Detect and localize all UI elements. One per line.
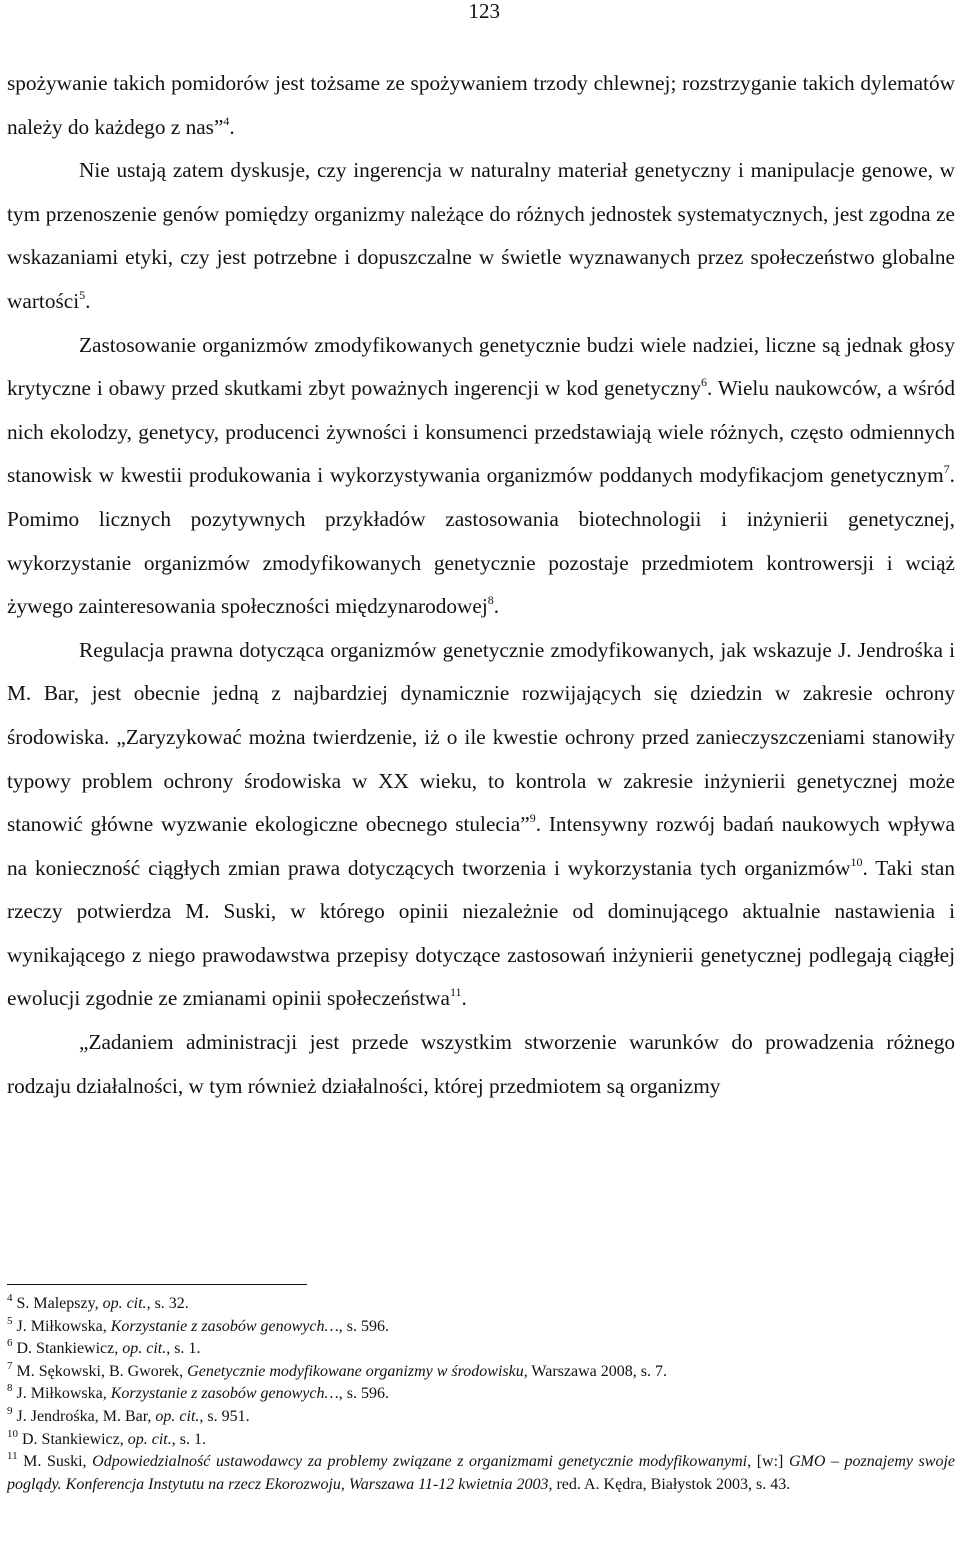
footnote-number: 8 xyxy=(7,1382,13,1395)
footnote-text: , s. 596. xyxy=(338,1317,389,1335)
footnote-number: 9 xyxy=(7,1404,13,1417)
paragraph xyxy=(7,324,955,629)
body-text xyxy=(7,62,955,1108)
footnote xyxy=(7,1451,955,1496)
footnote-text: J. Miłkowska, xyxy=(12,1385,111,1403)
paragraph-text: . xyxy=(461,986,467,1011)
footnote-text: , s. 1. xyxy=(166,1340,201,1358)
paragraph xyxy=(7,629,955,1021)
footnote-text: D. Stankiewicz, xyxy=(12,1340,123,1358)
footnote-text: S. Malepszy, xyxy=(12,1295,103,1312)
footnote xyxy=(7,1316,955,1339)
footnote-reference: 4 xyxy=(223,113,230,128)
paragraph-text: . xyxy=(229,114,235,139)
footnote-number: 7 xyxy=(7,1359,13,1372)
footnote xyxy=(7,1406,955,1429)
footnote-reference: 11 xyxy=(449,985,462,1000)
paragraph-text: . Intensywny rozwój badań naukowych wpływa na konieczność ciągłych zmian prawa dotyczących tworzenia i wykorzystania tych organizmów xyxy=(7,812,955,880)
paragraph-text: Nie ustają zatem dyskusje, czy ingerencja w naturalny materiał genetyczny i manipulacje genowe, w tym przenoszenie genów pomiędzy organizmy należące do różnych jednostek systematycznych, jest zgodna ze wskazaniami etyki, czy jest potrzebne i dopuszczalne w świetle wyznawanych przez społeczeństwo globalne wartości xyxy=(7,158,955,313)
paragraph-text: . Wielu naukowców, a wśród nich ekolodzy, genetycy, producenci żywności i konsumenci przedstawiają wiele różnych, często odmiennych stanowisk w kwestii produkowania i wykorzystywania organizmów poddanych modyfikacjom genetycznym xyxy=(7,376,955,488)
paragraph xyxy=(7,1021,955,1108)
footnote-text: , s. 32. xyxy=(146,1295,189,1312)
footnote-reference: 7 xyxy=(943,462,950,477)
footnote-reference: 9 xyxy=(529,811,536,826)
paragraph-text: spożywanie takich pomidorów jest tożsame ze spożywaniem trzody chlewnej; rozstrzyganie takich dylematów należy do każdego z nas” xyxy=(7,71,955,139)
footnote-text: , s. 1. xyxy=(171,1430,206,1448)
footnote-number: 6 xyxy=(7,1337,13,1350)
footnote-text: op. cit. xyxy=(102,1295,147,1312)
page-number: 123 xyxy=(468,0,500,23)
footnote-text: M. Sękowski, B. Gworek, xyxy=(12,1362,188,1380)
footnote-text: , s. 951. xyxy=(199,1407,250,1425)
paragraph-text: Regulacja prawna dotycząca organizmów genetycznie zmodyfikowanych, jak wskazuje J. Jendrośka i M. Bar, jest obecnie jedną z najbardziej dynamicznie rozwijających się dziedzin w zakresie ochrony środowiska. „Zaryzykować można twierdzenie, iż o ile kwestie ochrony przed zanieczyszczeniami stanowiły typowy problem ochrony środowiska w XX wieku, to kontrola w zakresie inżynierii genetycznej może stanowić główne wyzwanie ekologiczne obecnego stulecia” xyxy=(7,637,955,837)
paragraph-text: . Taki stan rzeczy potwierdza M. Suski, w którego opinii niezależnie od dominującego aktualnie nastawienia i wynikającego z niego prawodawstwa przepisy dotyczące zastosowań inżynierii genetycznej podlegają ciągłej ewolucji zgodnie ze zmianami opinii społeczeństwa xyxy=(7,855,956,1011)
footnote-text: J. Jendrośka, M. Bar, xyxy=(12,1407,156,1425)
footnote-reference: 6 xyxy=(700,375,707,390)
footnote-number: 4 xyxy=(7,1292,13,1304)
footnote-text: J. Miłkowska, xyxy=(12,1317,111,1335)
footnote-separator xyxy=(7,1284,307,1285)
paragraph-text: . Pomimo licznych pozytywnych przykładów zastosowania biotechnologii i inżynierii genetycznej, wykorzystanie organizmów zmodyfikowanych genetycznie pozostaje przedmiotem kontrowersji i wciąż żywego zainteresowania społeczności międzynarodowej xyxy=(7,463,955,619)
footnote-text: D. Stankiewicz, xyxy=(18,1430,128,1448)
footnote-reference: 8 xyxy=(487,593,494,608)
footnote-text: op. cit. xyxy=(127,1430,172,1448)
footnote-text: op. cit. xyxy=(155,1407,200,1425)
paragraph-text: „Zadaniem administracji jest przede wszystkim stworzenie warunków do prowadzenia różnego rodzaju działalności, w tym również działalności, której przedmiotem są organizmy xyxy=(7,1030,955,1098)
footnotes xyxy=(7,1293,955,1496)
footnote-text: Odpowiedzialność ustawodawcy za problemy związane z organizmami genetycznie modyfikowanymi xyxy=(92,1453,748,1471)
footnote-reference: 5 xyxy=(79,287,86,302)
footnote xyxy=(7,1361,955,1384)
footnote-text: Korzystanie z zasobów genowych… xyxy=(110,1317,339,1335)
paragraph-text: . xyxy=(493,594,500,619)
paragraph-text: . xyxy=(85,288,91,313)
footnote xyxy=(7,1383,955,1406)
footnote-text: GMO – poznajemy swoje poglądy. Konferencja Instytutu na rzecz Ekorozwoju, Warszawa 11-12 kwietnia 2003 xyxy=(7,1453,955,1493)
footnote-text: M. Suski, xyxy=(17,1453,93,1471)
footnote-text: , [w:] xyxy=(747,1453,789,1471)
footnote-text: Genetycznie modyfikowane organizmy w środowisku xyxy=(187,1362,524,1380)
paragraph-text: Zastosowanie organizmów zmodyfikowanych genetycznie budzi wiele nadziei, liczne są jednak głosy krytyczne i obawy przed skutkami zbyt poważnych ingerencji w kod genetyczny xyxy=(7,332,955,401)
footnote-text: Korzystanie z zasobów genowych… xyxy=(110,1385,339,1403)
footnote-number: 11 xyxy=(7,1450,18,1463)
footnote-text: op. cit. xyxy=(122,1340,167,1358)
paragraph xyxy=(7,62,955,149)
footnote xyxy=(7,1293,955,1316)
footnote-text: , Warszawa 2008, s. 7. xyxy=(523,1362,667,1380)
footnote xyxy=(7,1429,955,1452)
footnote-reference: 10 xyxy=(850,854,863,869)
footnote-number: 5 xyxy=(7,1314,13,1327)
paragraph xyxy=(7,149,955,323)
footnote xyxy=(7,1338,955,1361)
footnote-number: 10 xyxy=(7,1427,18,1440)
footnote-text: , s. 596. xyxy=(338,1385,389,1403)
footnote-text: , red. A. Kędra, Białystok 2003, s. 43. xyxy=(548,1475,791,1493)
